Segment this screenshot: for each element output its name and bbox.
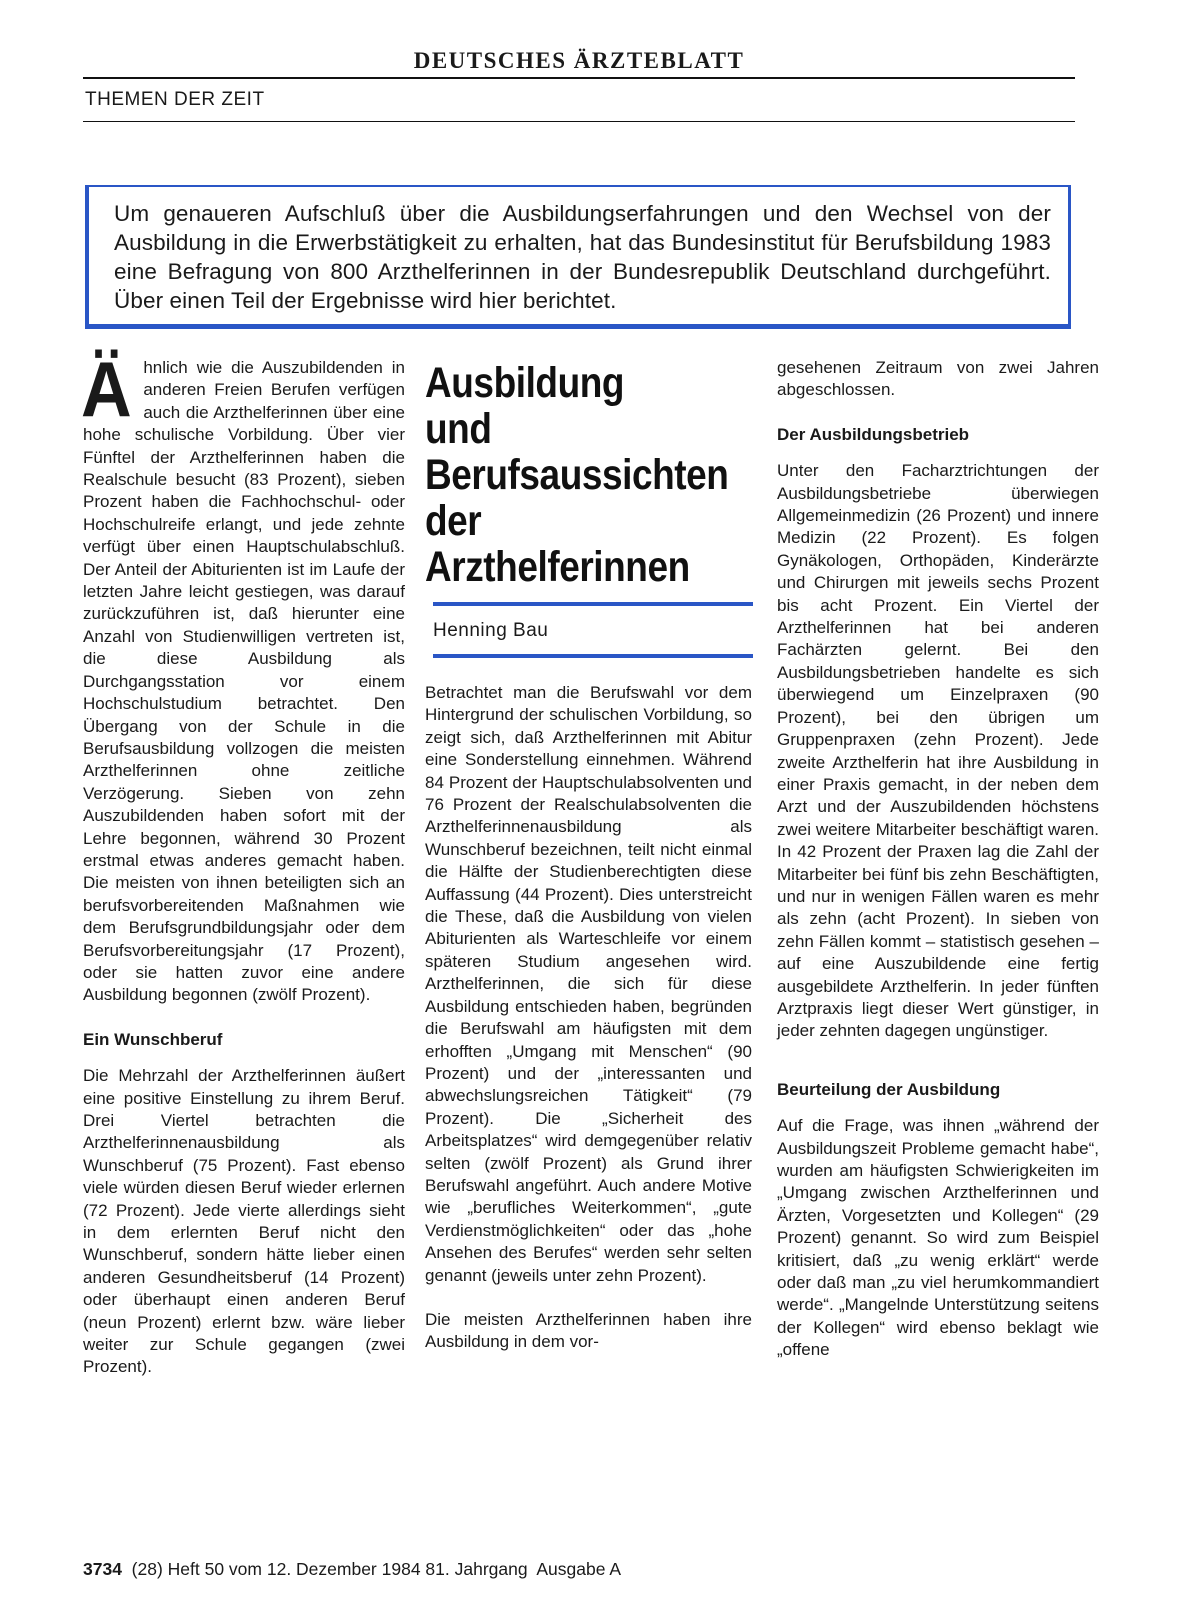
subheading-wunschberuf: Ein Wunschberuf: [83, 1029, 223, 1049]
col1-paragraph-2: Die Mehrzahl der Arzthelferinnen äußert eine positive Einstellung zu ihrem Beruf. Drei Viertel betrachten die Arzthelferinnenausbildung als Wunschberuf (75 Prozent). Fast ebenso viele würden diesen Beruf wieder erlernen (72 Prozent). Jede vierte allerdings sieht in dem erlernten Beruf nicht den Wunschberuf, sondern hätte lieber einen anderen Gesundheitsberuf (14 Prozent) oder überhaupt einen anderen Beruf (neun Prozent) erlernt bzw. wäre lieber weiter zur Schule gegangen (zwei Prozent).: [83, 1066, 405, 1377]
column-3: [777, 357, 1099, 1362]
section-label: THEMEN DER ZEIT: [85, 89, 265, 110]
subheading-ausbildungsbetrieb: Der Ausbildungsbetrieb: [777, 424, 970, 444]
col3-paragraph-1: Unter den Facharztrichtungen der Ausbildungsbetriebe überwiegen Allgemeinmedizin (26 Prozent) und innere Medizin (22 Prozent). Es folgen Gynäkologen, Orthopäden, Kinderärzte und Chirurgen mit jeweils sechs Prozent bis acht Prozent. Ein Viertel der Arzthelferinnen hat bei anderen Fachärzten gelernt. Bei den Ausbildungsbetrieben handelte es sich überwiegend um Einzelpraxen (90 Prozent), bei den übrigen um Gruppenpraxen (zehn Prozent). Jede zweite Arzthelferin hat ihre Ausbildung in einer Praxis gemacht, in der neben dem Arzt und der Auszubildenden höchstens zwei weitere Mitarbeiter beschäftigt waren. In 42 Prozent der Praxen lag die Zahl der Mitarbeiter bei fünf bis zehn Beschäftigten, und nur in wenigen Fällen waren es mehr als zehn (acht Prozent). In sieben von zehn Fällen kommt – statistisch gesehen – auf eine Auszubildende eine fertig ausgebildete Arzthelferin. In jeder fünften Arztpraxis liegt dieser Wert günstiger, in jeder zehnten dagegen ungünstiger.: [777, 461, 1099, 1041]
intro-text: Um genaueren Aufschluß über die Ausbildungserfahrungen und den Wechsel von der Ausbildung in die Erwerbstätigkeit zu erhalten, hat das Bundesinstitut für Berufsbildung 1983 eine Befragung von 800 Arzthelferinnen in der Bundesrepublik Deutschland durchgeführt. Über einen Teil der Ergebnisse wird hier berichtet.: [114, 201, 1051, 313]
title-line-1: Ausbildung und: [425, 359, 625, 453]
title-rule-bottom: [433, 654, 753, 658]
col2-paragraph-1: Betrachtet man die Berufswahl vor dem Hintergrund der schulischen Vorbildung, so zeigt sich, daß Arzthelferinnen mit Abitur eine Sonderstellung einnehmen. Während 84 Prozent der Hauptschulabsolventen und 76 Prozent der Realschulabsolventen die Arzthelferinnenausbildung als Wunschberuf bezeichnen, teilt nicht einmal die Hälfte der Studienberechtigten diese Auffassung (44 Prozent). Dies unterstreicht die These, daß die Ausbildung von vielen Abiturienten als Warteschleife vor einem späteren Studium angesehen wird. Arzthelferinnen, die sich für diese Ausbildung entschieden haben, begründen die Berufswahl am häufigsten mit dem erhofften „Umgang mit Menschen“ (90 Prozent) und der „interessanten und abwechslungsreichen Tätigkeit“ (79 Prozent). Die „Sicherheit des Arbeitsplatzes“ wird demgegenüber relativ selten (zwölf Prozent) als Grund ihrer Berufswahl angeführt. Auch andere Motive wie „berufliches Weiterkommen“, „gute Verdienstmöglichkeiten“ oder das „hohe Ansehen des Berufes“ werden sehr selten genannt (jeweils unter zehn Prozent).: [425, 683, 752, 1285]
page-footer: [83, 1559, 621, 1580]
title-rule-top: [433, 602, 753, 606]
page-number: 3734: [83, 1559, 122, 1579]
title-line-4: Arzthelferinnen: [425, 543, 690, 591]
masthead-rule: [83, 77, 1075, 79]
col3-paragraph-2: Auf die Frage, was ihnen „während der Ausbildungszeit Probleme gemacht habe“, wurden am häufigsten Schwierigkeiten im „Umgang zwischen Arzthelferinnen und Ärzten, Vorgesetzten und Kollegen“ (29 Prozent) genannt. So wird zum Beispiel kritisiert, daß „zu wenig erklärt“ werde oder daß man „zu viel herumkommandiert werde“. „Mangelnde Unterstützung seitens der Kollegen“ wird ebenso beklagt wie „offene: [777, 1116, 1099, 1360]
col3-paragraph-0: gesehenen Zeitraum von zwei Jahren abgeschlossen.: [777, 358, 1099, 400]
issue-info: (28) Heft 50 vom 12. Dezember 1984 81. Jahrgang Ausgabe A: [121, 1559, 621, 1579]
article-title: [425, 359, 729, 591]
column-1: [81, 345, 405, 1379]
author-name: Henning Bau: [433, 620, 549, 641]
title-line-2: Berufsaussichten: [425, 451, 729, 499]
col2-paragraph-2: Die meisten Arzthelferinnen haben ihre Ausbildung in dem vor-: [425, 1309, 752, 1352]
col1-paragraph-1: hnlich wie die Auszubildenden in anderen Freien Berufen verfügen auch die Arzthelferinnen über eine hohe schulische Vorbildung. Über vier Fünftel der Arzthelferinnen haben die Realschule besucht (83 Prozent), sieben Prozent haben die Fachhochschul- oder Hochschulreife erlangt, und jede zehnte verfügt über einen Hauptschulabschluß. Der Anteil der Abiturienten ist im Laufe der letzten Jahre leicht gestiegen, was darauf zurückzuführen ist, daß hierunter eine Anzahl von Studienwilligen vertreten ist, die diese Ausbildung als Durchgangsstation vor einem Hochschulstudium betrachtet. Den Übergang von der Schule in die Berufsausbildung vollzogen die meisten Arzthelferinnen ohne zeitliche Verzögerung. Sieben von zehn Auszubildenden haben sofort mit der Lehre begonnen, während 30 Prozent erstmal etwas anderes gemacht haben. Die meisten von ihnen beteiligten sich an berufsvorbereitenden Maßnahmen wie dem Berufsgrundbildungsjahr oder dem Berufsvorbereitungsjahr (17 Prozent), oder sie hatten zuvor eine andere Ausbildung begonnen (zwölf Prozent).: [83, 358, 405, 1005]
title-line-3: der: [425, 497, 482, 545]
journal-masthead: DEUTSCHES ÄRZTEBLATT: [413, 48, 745, 73]
section-rule: [83, 121, 1075, 122]
subheading-beurteilung: Beurteilung der Ausbildung: [777, 1079, 1001, 1099]
drop-cap: Ä: [81, 345, 130, 433]
column-2: [425, 682, 752, 1354]
